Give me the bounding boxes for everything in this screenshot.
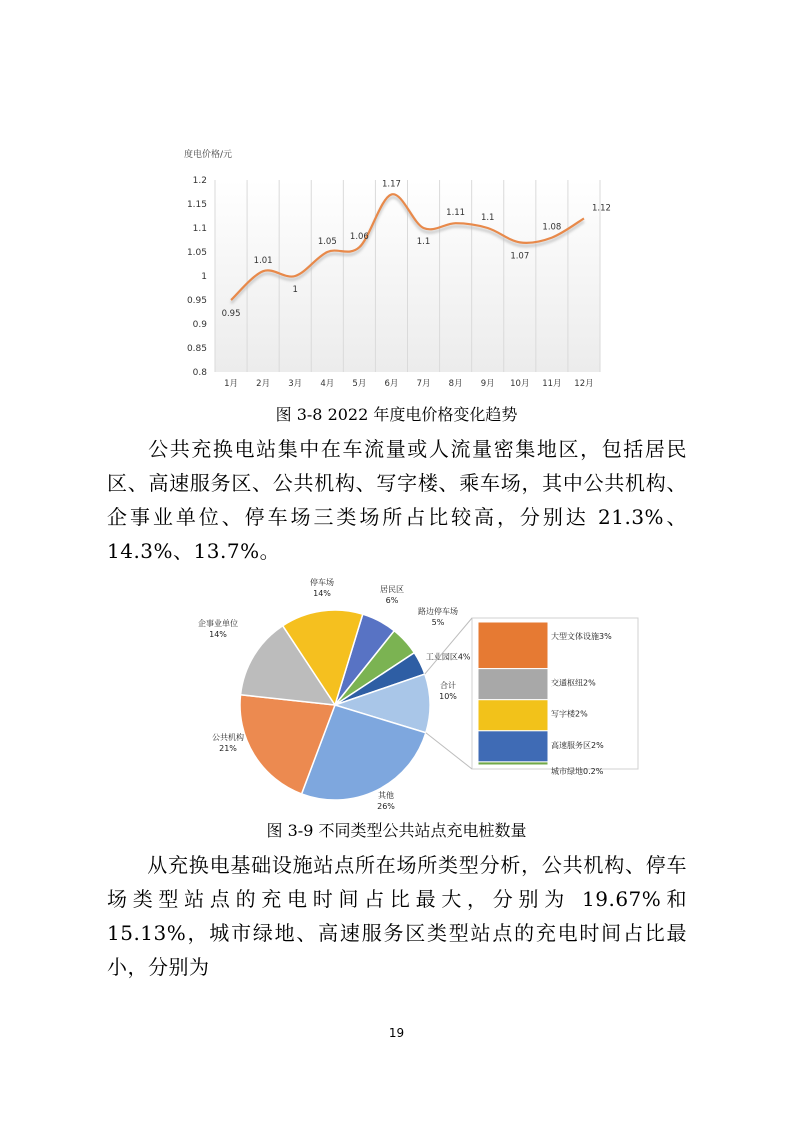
- x-tick-label: 10月: [510, 379, 530, 389]
- x-tick-labels: [224, 379, 594, 389]
- x-tick-label: 9月: [480, 379, 495, 389]
- paragraph-2-text: 从充换电基础设施站点所在场所类型分析，公共机构、停车场类型站点的充电时间占比最大，分别为 19.67%和 15.13%，城市绿地、高速服务区类型站点的充电时间占比最小，分别为: [107, 853, 687, 979]
- x-tick-label: 11月: [542, 379, 562, 389]
- y-tick-label: 0.95: [186, 296, 207, 306]
- pie-slices: [240, 610, 430, 800]
- breakdown-bar: [472, 618, 638, 776]
- station-type-pie-chart: [180, 570, 640, 815]
- slice-label-pct: 26%: [377, 802, 395, 811]
- slice-label-name: 其他: [378, 791, 394, 800]
- x-tick-label: 1月: [224, 379, 239, 389]
- breakdown-label: 高速服务区2%: [551, 740, 604, 750]
- y-tick-label: 1.05: [186, 248, 207, 258]
- y-tick-label: 1.2: [192, 176, 207, 186]
- slice-label-name: 企事业单位: [198, 619, 238, 628]
- price-trend-chart: [170, 140, 630, 395]
- slice-label-pct: 14%: [313, 589, 331, 598]
- connector-line: [426, 733, 472, 769]
- data-label: 1.11: [446, 208, 466, 219]
- data-label: 1.07: [510, 251, 530, 262]
- data-label: 1.1: [416, 237, 431, 247]
- data-label: 1: [292, 285, 298, 295]
- y-tick-label: 1: [201, 272, 207, 282]
- slice-label-pct: 21%: [219, 744, 237, 753]
- x-tick-label: 5月: [352, 379, 367, 389]
- slice-label-name: 公共机构: [212, 733, 244, 742]
- y-tick-label: 1.1: [192, 224, 207, 234]
- figure-caption-3-9: 图 3-9 不同类型公共站点充电桩数量: [266, 821, 527, 840]
- y-axis-title: 度电价格/元: [184, 150, 233, 160]
- data-label: 1.1: [480, 213, 495, 223]
- data-label: 1.01: [253, 256, 273, 267]
- data-label: 1.05: [317, 237, 337, 247]
- slice-label-name: 路边停车场: [418, 607, 458, 616]
- x-tick-label: 8月: [448, 379, 463, 389]
- slice-label-pct: 5%: [431, 618, 445, 627]
- x-tick-label: 2月: [256, 379, 271, 389]
- data-label: 1.08: [542, 222, 562, 233]
- slice-label-name: 停车场: [310, 578, 334, 587]
- x-tick-label: 3月: [288, 379, 303, 389]
- x-tick-label: 6月: [384, 379, 399, 389]
- paragraph-1-text: 公共充换电站集中在车流量或人流量密集地区，包括居民区、高速服务区、公共机构、写字楼、乘车场，其中公共机构、企事业单位、停车场三类场所占比较高，分别达 21.3%、14.3%、13.7%。: [107, 437, 687, 563]
- data-label: 0.95: [221, 309, 241, 319]
- slice-label-pct: 10%: [439, 692, 457, 701]
- slice-label-pct: 6%: [385, 596, 399, 605]
- breakdown-label: 交通枢纽2%: [551, 678, 596, 688]
- slice-label-pct: 14%: [209, 630, 227, 639]
- slice-label: 工业园区4%: [425, 652, 471, 662]
- y-tick-labels: [187, 176, 207, 378]
- breakdown-segment: [478, 700, 548, 731]
- slice-label-name: 合计: [440, 681, 456, 690]
- paragraph-2: [107, 848, 687, 984]
- breakdown-segment: [478, 762, 548, 765]
- breakdown-segment: [478, 622, 548, 669]
- y-tick-label: 1.15: [186, 200, 207, 210]
- y-tick-label: 0.85: [186, 344, 207, 354]
- data-label: 1.06: [349, 232, 369, 243]
- breakdown-segment: [478, 669, 548, 700]
- y-tick-label: 0.9: [192, 320, 207, 330]
- breakdown-label: 大型文体设施3%: [551, 632, 612, 641]
- slice-label-name: 居民区: [380, 585, 404, 594]
- figure-caption-3-8: 图 3-8 2022 年度电价格变化趋势: [275, 405, 518, 424]
- x-tick-label: 7月: [416, 379, 431, 389]
- breakdown-label: 城市绿地0.2%: [551, 767, 604, 776]
- data-label: 1.17: [381, 179, 401, 190]
- y-tick-label: 0.8: [192, 368, 207, 378]
- page-number: 19: [388, 1026, 405, 1040]
- breakdown-label: 写字楼2%: [551, 709, 588, 719]
- breakdown-segment: [478, 731, 548, 762]
- x-tick-label: 12月: [574, 379, 594, 389]
- x-tick-label: 4月: [320, 379, 335, 389]
- data-label: 1.12: [591, 203, 611, 214]
- paragraph-1: [107, 432, 687, 568]
